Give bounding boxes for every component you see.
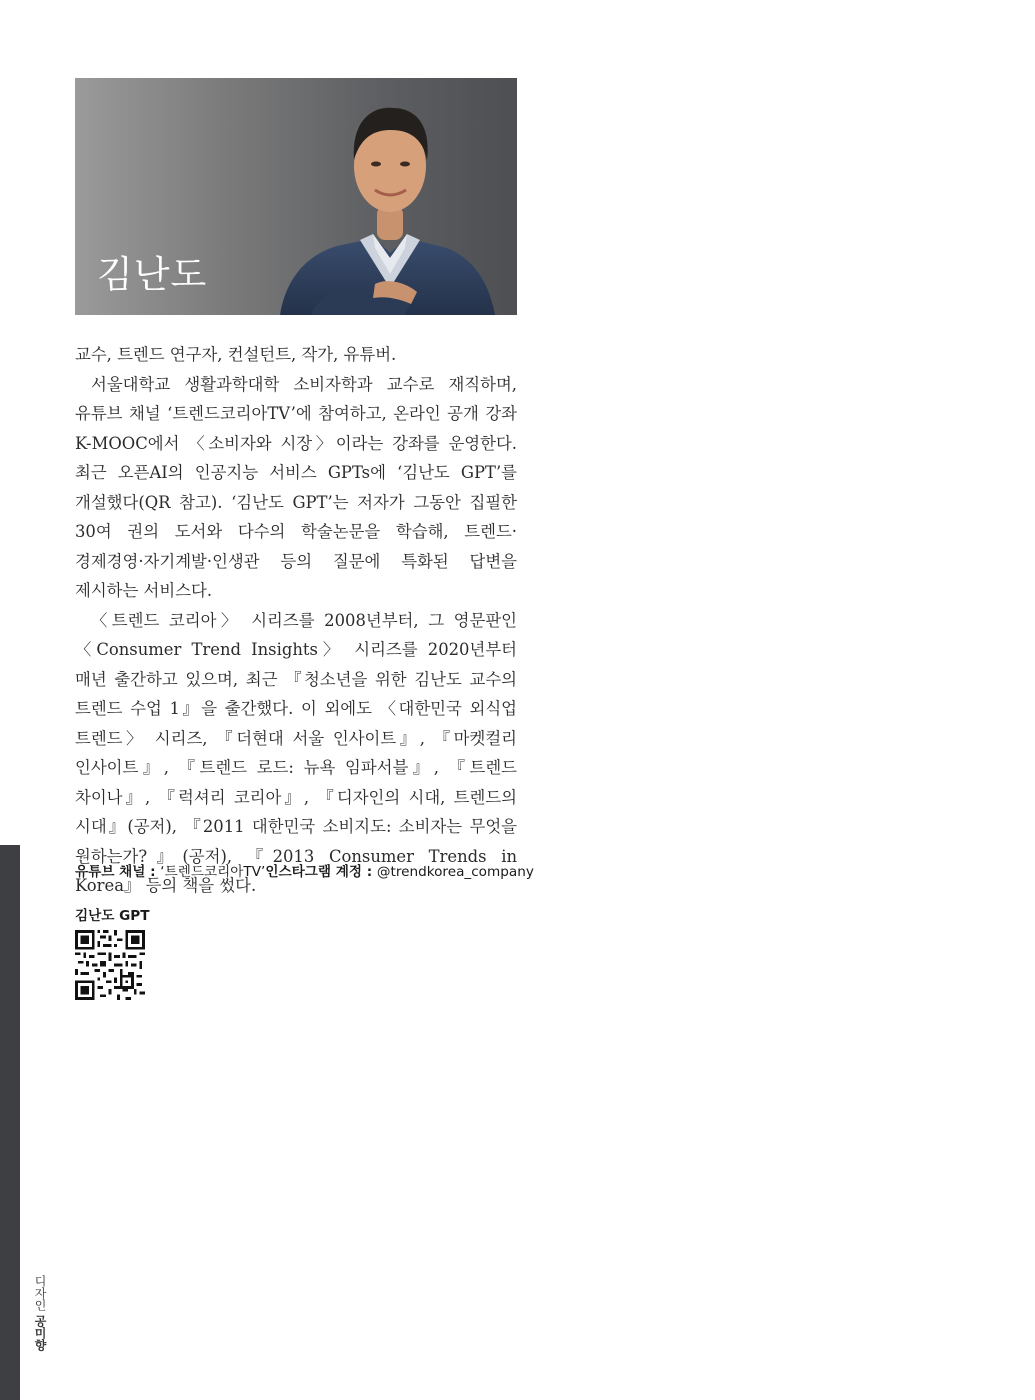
author-banner xyxy=(75,78,517,315)
bio-intro: 교수, 트렌드 연구자, 컨설턴트, 작가, 유튜버. xyxy=(75,345,397,364)
contact-links xyxy=(75,860,534,880)
author-bio xyxy=(75,340,517,901)
youtube-channel xyxy=(75,860,265,880)
instagram-label: 인스타그램 계정 : xyxy=(265,864,377,880)
design-credit xyxy=(31,1275,49,1355)
author-name: 김난도 xyxy=(97,253,208,296)
youtube-value: ‘트렌드코리아TV’ xyxy=(160,864,266,880)
credit-name: 공미향 xyxy=(33,1314,47,1351)
instagram-value: @trendkorea_company xyxy=(376,864,534,880)
credit-label: 디자인 xyxy=(33,1275,47,1311)
side-accent-bar xyxy=(0,845,20,1400)
qr-code xyxy=(75,930,145,1000)
bio-paragraph-1: 서울대학교 생활과학대학 소비자학과 교수로 재직하며, 유튜브 채널 ‘트렌드코리아TV’에 참여하고, 온라인 공개 강좌 K-MOOC에서 〈소비자와 시장〉이라는 강좌를 운영한다. 최근 오픈AI의 인공지능 서비스 GPTs에 ‘김난도 GPT’를 개설했다(QR 참고). ‘김난도 GPT’는 저자가 그동안 집필한 30여 권의 도서와 다수의 학술논문을 학습해, 트렌드·경제경영·자기계발·인생관 등의 질문에 특화된 답변을 제시하는 서비스다. xyxy=(75,374,517,600)
instagram-account xyxy=(265,860,534,880)
youtube-label: 유튜브 채널 : xyxy=(75,864,161,880)
gpt-label: 김난도 GPT xyxy=(75,908,150,924)
bio-paragraph-2: 〈트렌드 코리아〉 시리즈를 2008년부터, 그 영문판인 〈Consumer Trend Insights〉 시리즈를 2020년부터 매년 출간하고 있으며, 최근 『청소년을 위한 김난도 교수의 트렌드 수업 1』을 출간했다. 이 외에도 〈대한민국 외식업 트렌드〉 시리즈, 『더현대 서울 인사이트』, 『마켓컬리 인사이트』, 『트렌드 로드: 뉴욕 임파서블』, 『트렌드 차이나』, 『럭셔리 코리아』, 『디자인의 시대, 트렌드의 시대』(공저), 『2011 대한민국 소비지도: 소비자는 무엇을 원하는가?』(공저), 『2013 Consumer Trends in Korea』 등의 책을 썼다. xyxy=(75,610,517,895)
